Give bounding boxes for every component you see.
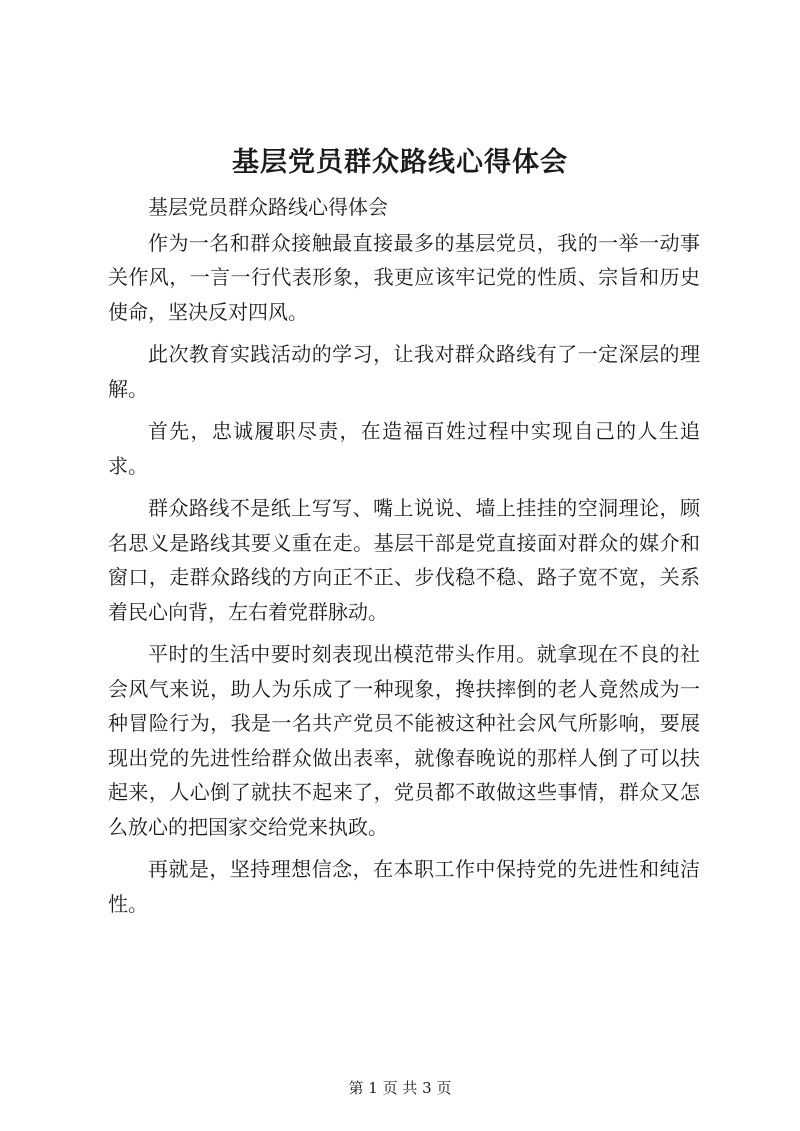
paragraph: 首先，忠诚履职尽责，在造福百姓过程中实现自己的人生追求。 <box>108 419 700 478</box>
paragraph: 作为一名和群众接触最直接最多的基层党员，我的一举一动事关作风，一言一行代表形象，我更应该牢记党的性质、宗旨和历史使命，坚决反对四风。 <box>108 230 700 324</box>
document-title: 基层党员群众路线心得体会 <box>232 147 568 178</box>
paragraph: 平时的生活中要时刻表现出模范带头作用。就拿现在不良的社会风气来说，助人为乐成了一种现象，搀扶摔倒的老人竟然成为一种冒险行为，我是一名共产党员不能被这种社会风气所影响，要展现出党的先进性给群众做出表率，就像春晚说的那样人倒了可以扶起来，人心倒了就扶不起来了，党员都不敢做这些事情，群众又怎么放心的把国家交给党来执政。 <box>108 642 700 839</box>
paragraph: 再就是，坚持理想信念，在本职工作中保持党的先进性和纯洁性。 <box>108 857 700 916</box>
paragraph-subtitle: 基层党员群众路线心得体会 <box>148 195 388 219</box>
paragraph: 群众路线不是纸上写写、嘴上说说、墙上挂挂的空洞理论，顾名思义是路线其要义重在走。基层干部是党直接面对群众的媒介和窗口，走群众路线的方向正不正、步伐稳不稳、路子宽不宽，关系着民心向背，左右着党群脉动。 <box>108 496 700 624</box>
document-body <box>108 190 700 929</box>
page-footer: 第 1 页 共 3 页 <box>348 1079 452 1097</box>
paragraph: 此次教育实践活动的学习，让我对群众路线有了一定深层的理解。 <box>108 342 700 401</box>
